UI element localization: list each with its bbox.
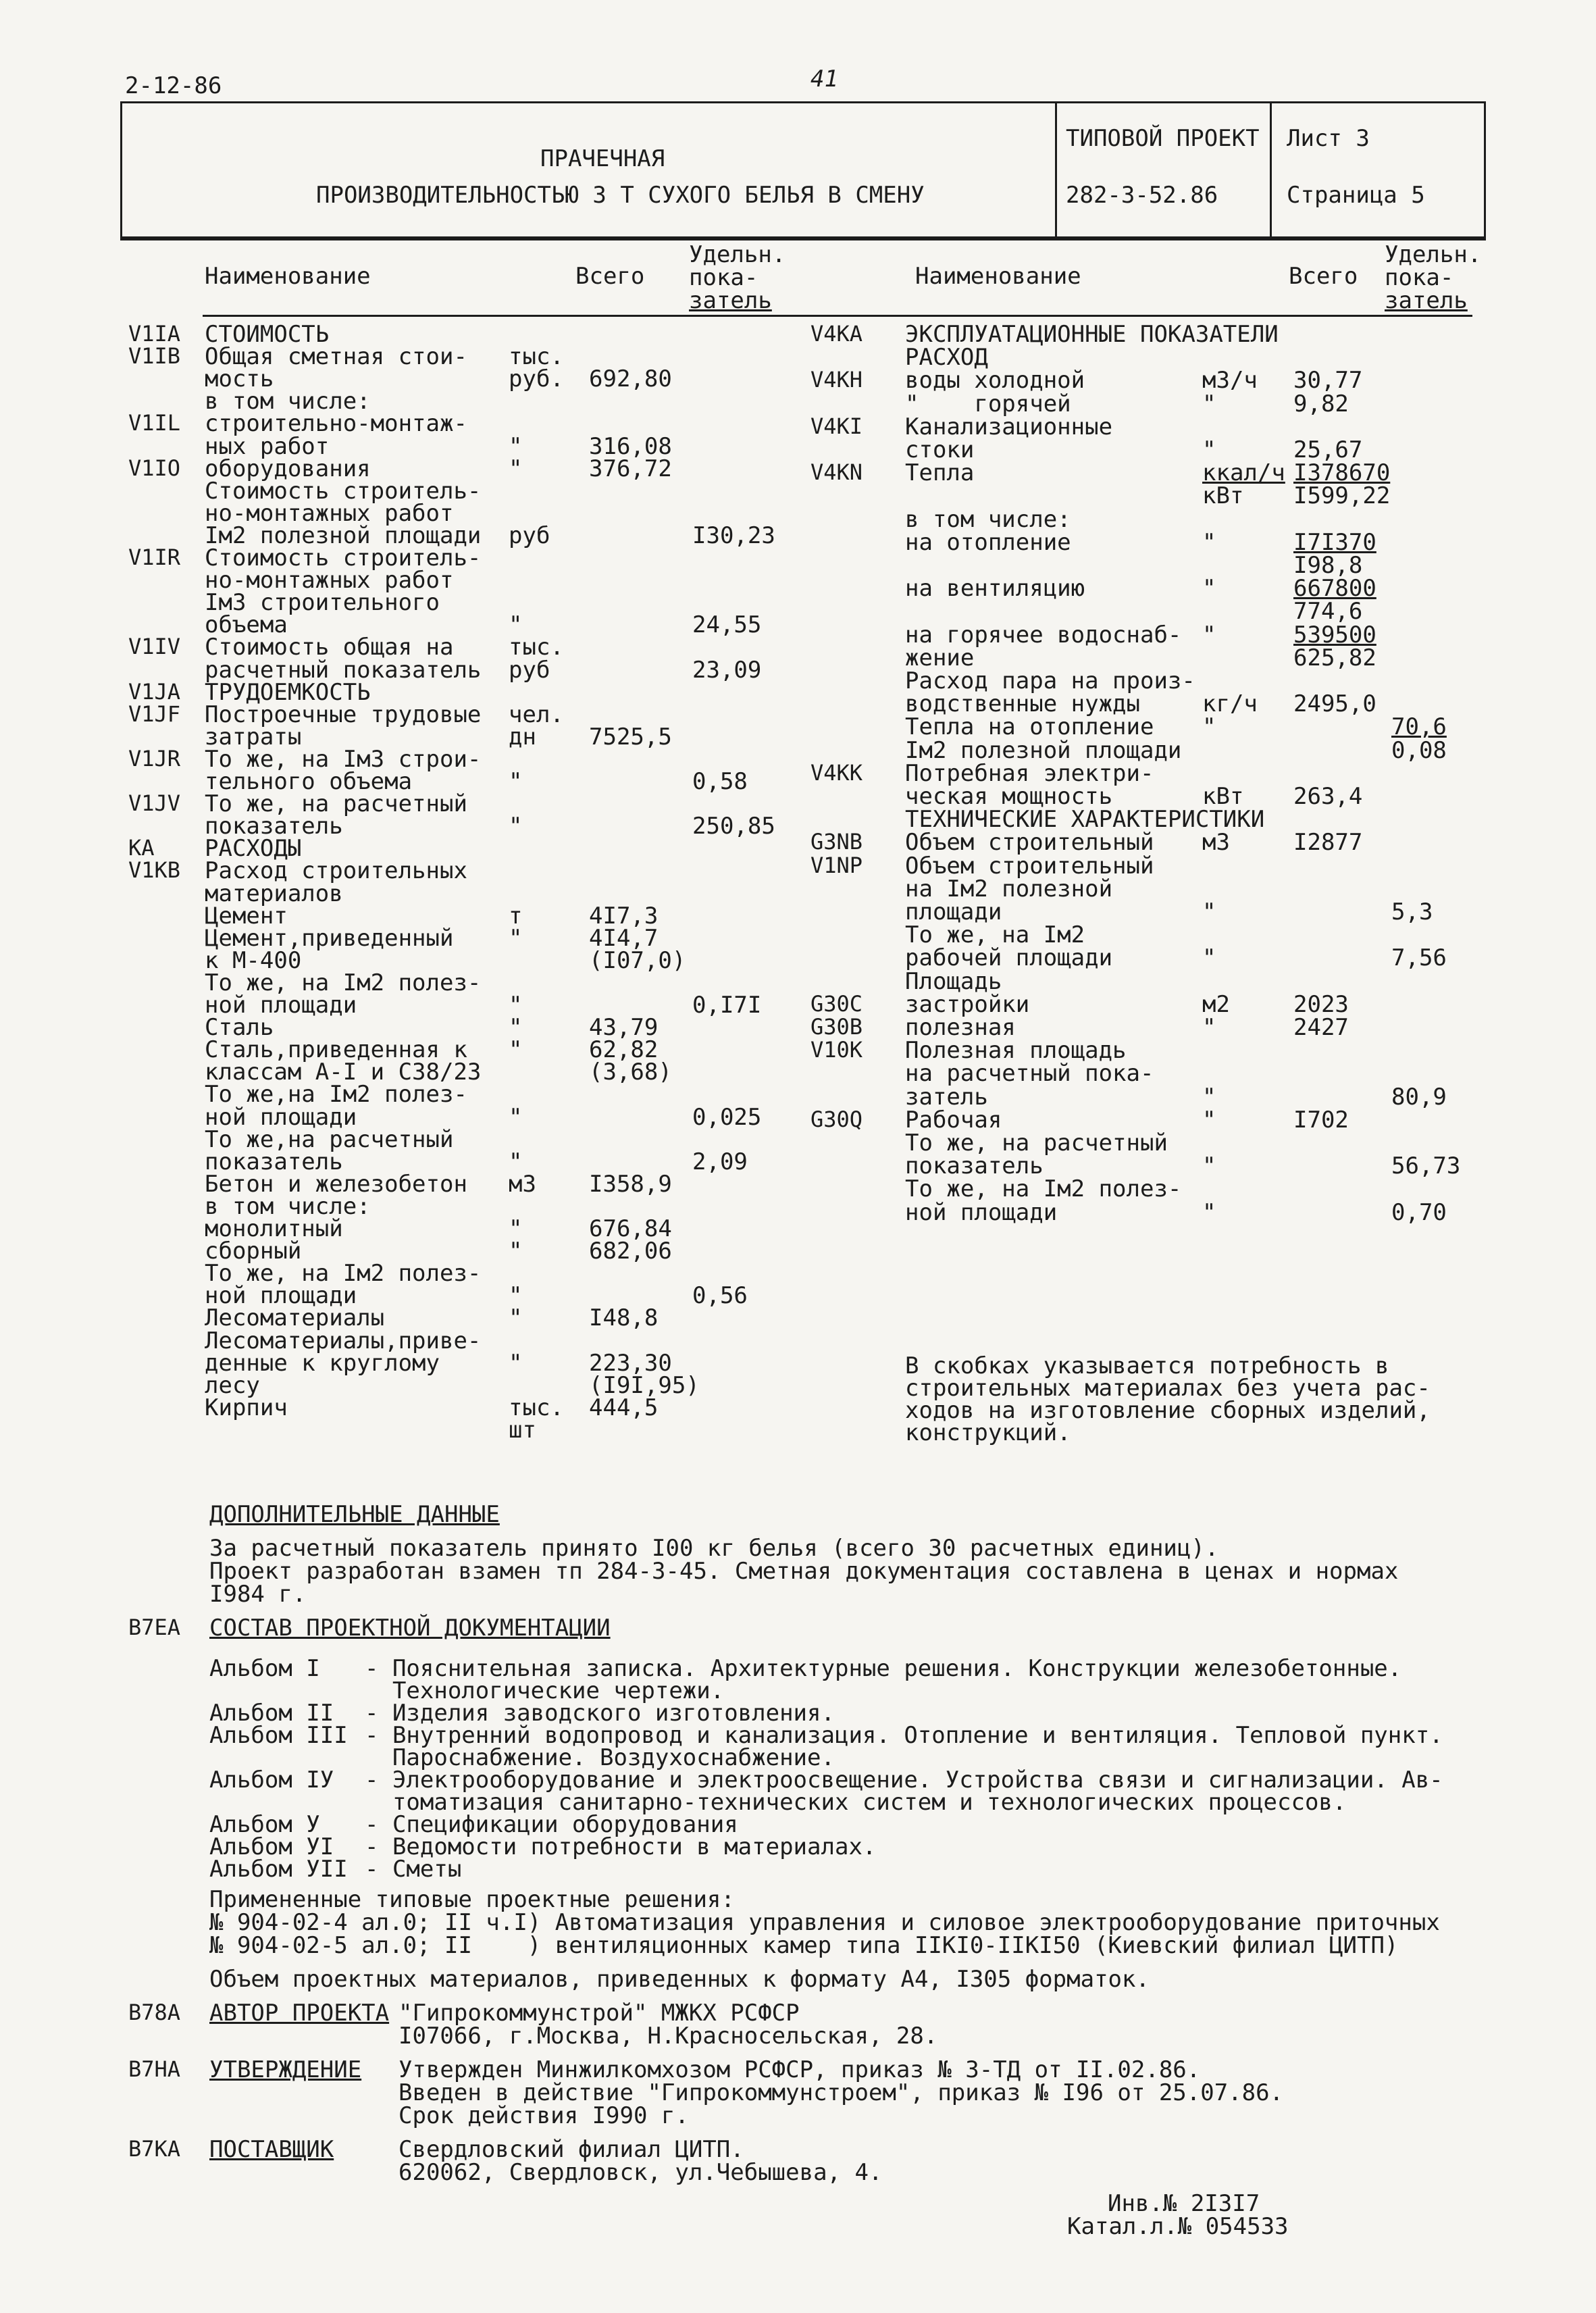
additional-line-2: Проект разработан взамен тп 284-3-45. Сметная документация составлена в ценах и нормах <box>209 1558 1399 1585</box>
row-unit: " <box>509 1238 523 1265</box>
row-label: Кирпич <box>205 1394 288 1421</box>
album-desc: - Ведомости потребности в материалах. <box>365 1833 877 1860</box>
row-label: лесу <box>205 1371 260 1399</box>
row-label: площади <box>905 898 1002 925</box>
row-code: V4KN <box>810 459 863 486</box>
header-name-left: Наименование <box>205 263 371 290</box>
row-label: Iм2 полезной площади <box>905 736 1182 764</box>
row-specific: 2,09 <box>692 1148 748 1175</box>
row-total: 2427 <box>1293 1014 1349 1041</box>
row-label: воды холодной <box>905 367 1085 395</box>
row-total: 62,82 <box>589 1036 659 1064</box>
row-unit: м2 <box>1202 990 1230 1018</box>
row-label: в том числе: <box>205 1192 371 1220</box>
row-total: I599,22 <box>1293 482 1391 510</box>
row-label: ТРУДОЕМКОСТЬ <box>205 678 371 706</box>
row-unit: " <box>509 455 523 482</box>
approval-line-3: Срок действия I990 г. <box>398 2102 689 2129</box>
row-unit: руб. <box>509 365 564 393</box>
additional-title: ДОПОЛНИТЕЛЬНЫЕ ДАННЫЕ <box>209 1501 500 1528</box>
row-code: V4KK <box>810 759 863 786</box>
row-total: I358,9 <box>589 1170 672 1198</box>
row-code: V1JF <box>128 701 181 727</box>
author-code: B78A <box>128 2000 181 2025</box>
row-unit: " <box>1202 436 1216 463</box>
row-unit: " <box>1202 390 1216 417</box>
row-specific: 56,73 <box>1391 1152 1461 1180</box>
album-desc-cont: томатизация санитарно-технических систем и технологических процессов. <box>365 1789 1347 1816</box>
page-number: 41 <box>810 66 838 93</box>
row-label: тельного объема <box>205 768 413 795</box>
row-code: G30Q <box>810 1106 863 1132</box>
row-unit: " <box>1202 1014 1216 1041</box>
row-specific: 0,08 <box>1391 736 1447 764</box>
row-specific: I30,23 <box>692 522 775 549</box>
row-code: G3NB <box>810 829 863 855</box>
album-name: Альбом УI <box>209 1833 334 1860</box>
row-unit: м3 <box>1202 829 1230 857</box>
author-line-1: "Гипрокоммунстрой" МЖКХ РСФСР <box>398 2000 800 2027</box>
row-label: денные к круглому <box>205 1349 440 1377</box>
row-unit: тыс. <box>509 1394 564 1421</box>
header-total-left: Всего <box>575 263 645 290</box>
row-label: Площадь <box>905 967 1002 995</box>
row-total: 692,80 <box>589 365 672 393</box>
row-unit: чел. <box>509 701 564 728</box>
row-total: 2495,0 <box>1293 690 1376 718</box>
row-code: V1IB <box>128 343 181 370</box>
row-label: Объем строительный <box>905 829 1154 857</box>
header-specific-right-2: пока- <box>1385 264 1454 291</box>
row-unit: " <box>509 813 523 840</box>
row-label: Потребная электри- <box>905 759 1154 787</box>
row-unit: " <box>1202 1152 1216 1180</box>
row-label: водственные нужды <box>905 690 1140 718</box>
row-unit: " <box>1202 944 1216 972</box>
row-unit: дн <box>509 723 536 751</box>
row-label: но-монтажных работ <box>205 567 454 594</box>
row-label: показатель <box>905 1152 1044 1180</box>
sheet-number: Лист 3 <box>1287 125 1370 152</box>
row-label: мость <box>205 365 274 393</box>
album-name: Альбом У <box>209 1811 320 1838</box>
row-label: Построечные трудовые <box>205 701 482 728</box>
row-specific: 0,56 <box>692 1282 748 1310</box>
album-name: Альбом II <box>209 1700 334 1727</box>
row-specific: 23,09 <box>692 656 762 684</box>
row-code: V4KA <box>810 321 863 347</box>
additional-line-3: I984 г. <box>209 1581 307 1608</box>
row-unit: " <box>509 1148 523 1175</box>
album-name: Альбом УII <box>209 1856 348 1883</box>
album-desc: - Пояснительная записка. Архитектурные решения. Конструкции железобетонные. <box>365 1655 1402 1682</box>
row-label: То же, на расчетный <box>905 1129 1168 1156</box>
approval-line-1: Утвержден Минжилкомхозом РСФСР, приказ № 3-ТД от II.02.86. <box>398 2056 1201 2083</box>
header-total-right: Всего <box>1289 263 1358 290</box>
row-total: 682,06 <box>589 1238 672 1265</box>
row-specific: 5,3 <box>1391 898 1433 925</box>
row-label: застройки <box>905 990 1030 1018</box>
row-specific: 0,70 <box>1391 1198 1447 1226</box>
author-line-2: I07066, г.Москва, Н.Красносельская, 28. <box>398 2023 938 2050</box>
row-total: (I07,0) <box>589 946 686 974</box>
row-unit: м3 <box>509 1170 536 1198</box>
approval-label: УТВЕРЖДЕНИЕ <box>209 2056 362 2083</box>
row-label: Сталь,приведенная к <box>205 1036 467 1064</box>
row-label: ТЕХНИЧЕСКИЕ ХАРАКТЕРИСТИКИ <box>905 806 1265 834</box>
album-desc: - Сметы <box>365 1856 462 1883</box>
row-label: объема <box>205 611 288 639</box>
row-label: Тепла на отопление <box>905 713 1154 741</box>
header-specific-right-3: затель <box>1385 287 1468 314</box>
approval-line-2: Введен в действие "Гипрокоммунстроем", приказ № I96 от 25.07.86. <box>398 2079 1284 2106</box>
row-code: V1IV <box>128 634 181 660</box>
row-unit: " <box>509 432 523 460</box>
row-unit: м3/ч <box>1202 367 1258 395</box>
supplier-line-2: 620062, Свердловск, ул.Чебышева, 4. <box>398 2159 883 2186</box>
row-code: V1IR <box>128 544 181 570</box>
row-label: монолитный <box>205 1215 343 1242</box>
row-label: ческая мощность <box>905 783 1113 810</box>
note-line: В скобках указывается потребность в <box>905 1352 1389 1379</box>
album-desc-cont: Пароснабжение. Воздухоснабжение. <box>365 1744 835 1771</box>
row-unit: " <box>509 611 523 639</box>
additional-line-1: За расчетный показатель принято I00 кг белья (всего 30 расчетных единиц). <box>209 1535 1219 1562</box>
album-desc: - Изделия заводского изготовления. <box>365 1700 835 1727</box>
row-label: классам А-I и С38/23 <box>205 1059 482 1086</box>
row-label: Тепла <box>905 459 975 487</box>
composition-code: B7EA <box>128 1615 181 1640</box>
row-total: 376,72 <box>589 455 672 482</box>
row-specific: 70,6 <box>1391 713 1447 741</box>
row-total: 444,5 <box>589 1394 659 1421</box>
row-code: V1JA <box>128 678 181 705</box>
row-code: V1KB <box>128 857 181 884</box>
row-unit: " <box>1202 713 1216 741</box>
row-unit: " <box>509 924 523 952</box>
supplier-code: B7KA <box>128 2136 181 2162</box>
row-label: на отопление <box>905 528 1071 556</box>
row-label: показатель <box>205 813 343 840</box>
row-label: но-монтажных работ <box>205 499 454 527</box>
row-label: Расход пара на произ- <box>905 667 1195 694</box>
approval-code: B7HA <box>128 2056 181 2082</box>
row-label: оборудования <box>205 455 371 482</box>
row-code: G30C <box>810 990 863 1017</box>
header-rule <box>203 315 1472 317</box>
row-label: Сталь <box>205 1014 274 1042</box>
row-unit: руб <box>509 522 550 549</box>
row-unit: " <box>509 1349 523 1377</box>
row-label: Iм2 полезной площади <box>205 522 482 549</box>
page-label: Страница 5 <box>1287 182 1425 209</box>
composition-title: СОСТАВ ПРОЕКТНОЙ ДОКУМЕНТАЦИИ <box>209 1615 611 1642</box>
row-label: Стоимость общая на <box>205 634 454 661</box>
row-total: 9,82 <box>1293 390 1349 417</box>
row-unit: " <box>509 1304 523 1332</box>
row-label: сборный <box>205 1238 302 1265</box>
row-total: 7525,5 <box>589 723 672 751</box>
row-label: " горячей <box>905 390 1071 417</box>
row-label: на горячее водоснаб- <box>905 621 1182 649</box>
album-name: Альбом IУ <box>209 1766 334 1794</box>
row-label: ной площади <box>205 992 357 1019</box>
row-unit: " <box>509 1103 523 1131</box>
row-specific: 0,I7I <box>692 992 762 1019</box>
row-total: 774,6 <box>1293 598 1363 626</box>
row-total: 539500 <box>1293 621 1376 649</box>
row-specific: 24,55 <box>692 611 762 639</box>
row-label: Канализационные <box>905 413 1113 440</box>
row-total: 316,08 <box>589 432 672 460</box>
row-label: Общая сметная стои- <box>205 343 467 371</box>
row-label: То же, на Iм2 <box>905 921 1085 949</box>
row-label: То же, на Iм2 полез- <box>905 1175 1182 1203</box>
date-stamp: 2-12-86 <box>125 72 222 99</box>
row-label: То же, на расчетный <box>205 790 467 818</box>
row-unit: " <box>509 1014 523 1042</box>
row-total: 43,79 <box>589 1014 659 1042</box>
row-specific: 250,85 <box>692 813 775 840</box>
row-label: расчетный показатель <box>205 656 482 684</box>
album-name: Альбом I <box>209 1655 320 1682</box>
row-label: Iм3 строительного <box>205 589 440 617</box>
row-unit: руб <box>509 656 550 684</box>
header-specific-left-3: затель <box>689 287 772 314</box>
applied-line-2: № 904-02-5 ал.0; II ) вентиляционных камер типа IIKI0-IIKI50 (Киевский филиал ЦИТП) <box>209 1932 1399 1959</box>
row-unit: кг/ч <box>1202 690 1258 718</box>
row-total: I2877 <box>1293 829 1363 857</box>
row-label: затель <box>905 1083 988 1111</box>
row-label: жение <box>905 644 975 671</box>
row-unit: ккал/ч <box>1202 459 1285 487</box>
row-total: I378670 <box>1293 459 1391 487</box>
row-label: ной площади <box>205 1103 357 1131</box>
row-code: KA <box>128 835 155 861</box>
header-name-right: Наименование <box>915 263 1081 290</box>
supplier-line-1: Свердловский филиал ЦИТП. <box>398 2136 744 2163</box>
album-name: Альбом III <box>209 1722 348 1749</box>
row-label: То же,на Iм2 полез- <box>205 1081 467 1109</box>
header-specific-left-1: Удельн. <box>689 241 786 268</box>
row-unit: т <box>509 902 523 930</box>
row-label: Цемент <box>205 902 288 930</box>
row-label: Бетон и железобетон <box>205 1170 467 1198</box>
row-label: СТОИМОСТЬ <box>205 321 330 348</box>
catalog-number: Катал.л.№ 054533 <box>1067 2213 1289 2240</box>
row-unit: " <box>509 1282 523 1310</box>
row-unit: тыс. <box>509 634 564 661</box>
row-specific: 7,56 <box>1391 944 1447 972</box>
row-code: V1NP <box>810 852 863 878</box>
album-desc: - Электрооборудование и электроосвещение. Устройства связи и сигнализации. Ав- <box>365 1766 1443 1794</box>
row-unit: " <box>1202 621 1216 649</box>
row-code: V4KI <box>810 413 863 439</box>
inventory-number: Инв.№ 2I3I7 <box>1108 2190 1260 2217</box>
note-line: конструкций. <box>905 1419 1071 1446</box>
row-label: на Iм2 полезной <box>905 875 1113 903</box>
row-label: То же, на Iм2 полез- <box>205 969 482 996</box>
row-unit: шт <box>509 1416 536 1444</box>
author-label: АВТОР ПРОЕКТА <box>209 2000 390 2027</box>
row-label: полезная <box>905 1014 1016 1041</box>
row-unit: кВт <box>1202 783 1244 810</box>
row-label: строительно-монтаж- <box>205 410 467 438</box>
row-total: (I9I,95) <box>589 1371 700 1399</box>
row-label: РАСХОДЫ <box>205 835 302 863</box>
row-label: Лесоматериалы,приве- <box>205 1327 482 1354</box>
applied-title: Примененные типовые проектные решения: <box>209 1886 735 1913</box>
album-desc-cont: Технологические чертежи. <box>365 1677 725 1704</box>
volume-line: Объем проектных материалов, приведенных к формату А4, I305 форматок. <box>209 1966 1150 1993</box>
row-code: G30B <box>810 1014 863 1040</box>
row-unit: тыс. <box>509 343 564 371</box>
row-label: ЭКСПЛУАТАЦИОННЫЕ ПОКАЗАТЕЛИ <box>905 321 1279 348</box>
row-unit: " <box>1202 898 1216 925</box>
album-desc: - Спецификации оборудования <box>365 1811 738 1838</box>
row-total: I48,8 <box>589 1304 659 1332</box>
header-specific-right-1: Удельн. <box>1385 241 1482 268</box>
row-unit: " <box>509 1215 523 1242</box>
title-block <box>120 101 1486 240</box>
row-label: РАСХОД <box>905 344 988 372</box>
project-type: ТИПОВОЙ ПРОЕКТ <box>1066 125 1260 152</box>
project-number: 282-3-52.86 <box>1066 182 1218 209</box>
row-code: V10K <box>810 1037 863 1063</box>
row-total: 30,77 <box>1293 367 1363 395</box>
row-label: Лесоматериалы <box>205 1304 385 1332</box>
row-label: к М-400 <box>205 946 302 974</box>
row-label: То же,на расчетный <box>205 1125 454 1153</box>
row-label: Расход строительных <box>205 857 467 885</box>
row-total: 263,4 <box>1293 783 1363 810</box>
row-unit: " <box>1202 1083 1216 1111</box>
row-total: 4I4,7 <box>589 924 659 952</box>
row-label: материалов <box>205 880 343 907</box>
row-label: То же, на Iм2 полез- <box>205 1260 482 1288</box>
row-label: затраты <box>205 723 302 751</box>
row-unit: " <box>509 1036 523 1064</box>
row-unit: кВт <box>1202 482 1244 510</box>
row-label: Рабочая <box>905 1106 1002 1134</box>
row-unit: " <box>1202 575 1216 603</box>
row-label: на вентиляцию <box>905 575 1085 603</box>
album-desc: - Внутренний водопровод и канализация. Отопление и вентиляция. Тепловой пункт. <box>365 1722 1443 1749</box>
row-code: V1IL <box>128 410 181 436</box>
row-label: Стоимость строитель- <box>205 477 482 505</box>
row-label: в том числе: <box>205 388 371 415</box>
row-unit: " <box>1202 1106 1216 1134</box>
row-specific: 0,58 <box>692 768 748 795</box>
row-label: в том числе: <box>905 505 1071 533</box>
row-label: То же, на Iм3 строи- <box>205 745 482 773</box>
row-label: Стоимость строитель- <box>205 544 482 571</box>
row-total: I98,8 <box>1293 552 1363 579</box>
row-code: V1JR <box>128 745 181 771</box>
row-specific: 0,025 <box>692 1103 762 1131</box>
row-total: I702 <box>1293 1106 1349 1134</box>
row-code: V1JV <box>128 790 181 817</box>
row-total: 223,30 <box>589 1349 672 1377</box>
row-specific: 80,9 <box>1391 1083 1447 1111</box>
row-unit: " <box>1202 528 1216 556</box>
title-line-2: ПРОИЗВОДИТЕЛЬНОСТЬЮ 3 Т СУХОГО БЕЛЬЯ В СМЕНУ <box>316 182 925 209</box>
row-code: V1IO <box>128 455 181 481</box>
row-total: 625,82 <box>1293 644 1376 671</box>
row-total: 2023 <box>1293 990 1349 1018</box>
row-total: 4I7,3 <box>589 902 659 930</box>
row-label: показатель <box>205 1148 343 1175</box>
row-label: рабочей площади <box>905 944 1113 972</box>
title-line-1: ПРАЧЕЧНАЯ <box>540 145 665 172</box>
row-total: 667800 <box>1293 575 1376 603</box>
note-line: строительных материалах без учета рас- <box>905 1375 1431 1402</box>
row-total: 25,67 <box>1293 436 1363 463</box>
row-label: ной площади <box>905 1198 1058 1226</box>
row-unit: " <box>509 768 523 795</box>
row-unit: " <box>1202 1198 1216 1226</box>
row-code: V1IA <box>128 321 181 347</box>
row-label: Полезная площадь <box>905 1037 1127 1065</box>
row-label: Объем строительный <box>905 852 1154 880</box>
row-unit: " <box>509 992 523 1019</box>
applied-line-1: № 904-02-4 ал.0; II ч.I) Автоматизация управления и силовое электрооборудование приточных <box>209 1909 1440 1936</box>
row-label: на расчетный пока- <box>905 1060 1154 1088</box>
row-label: Цемент,приведенный <box>205 924 454 952</box>
note-line: ходов на изготовление сборных изделий, <box>905 1397 1431 1424</box>
row-label: ных работ <box>205 432 330 460</box>
row-code: V4KH <box>810 367 863 393</box>
row-total: (3,68) <box>589 1059 672 1086</box>
row-total: 676,84 <box>589 1215 672 1242</box>
row-label: ной площади <box>205 1282 357 1310</box>
supplier-label: ПОСТАВЩИК <box>209 2136 334 2163</box>
header-specific-left-2: пока- <box>689 264 758 291</box>
row-total: I7I370 <box>1293 528 1376 556</box>
row-label: стоки <box>905 436 975 463</box>
